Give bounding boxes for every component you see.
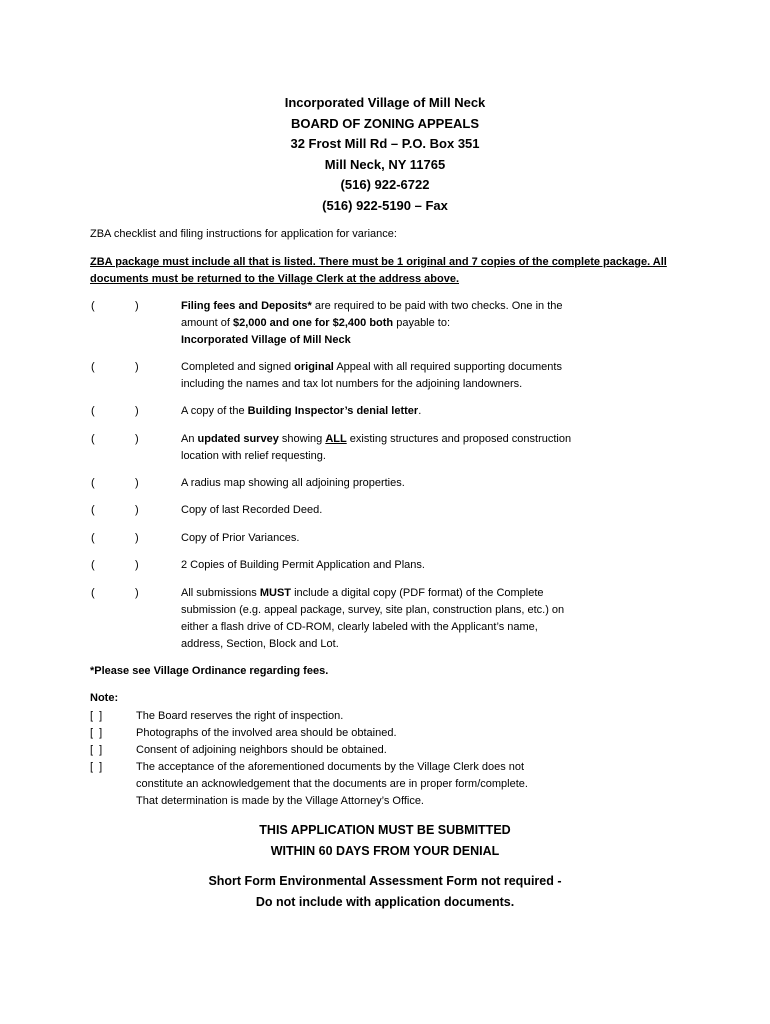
- checklist-text: [181, 298, 601, 349]
- checklist-text: [181, 475, 601, 492]
- package-notice-line-1: ZBA package must include all that is listed. There must be 1 original and 7 copies of the complete package. All: [90, 256, 667, 268]
- digital-text-b: include a digital copy (PDF format) of the Complete: [291, 587, 544, 599]
- phone-number: (516) 922-6722: [340, 177, 430, 193]
- fees-amount-label: amount of: [181, 317, 233, 329]
- checkbox-close[interactable]: ): [135, 532, 139, 544]
- submission-deadline: [0, 820, 770, 862]
- checkbox-open[interactable]: (: [91, 361, 95, 373]
- survey-text-a: An: [181, 433, 198, 445]
- fees-payable: payable to:: [393, 317, 451, 329]
- environmental-line-2: Do not include with application documents.: [255, 895, 515, 909]
- checkbox-close[interactable]: ): [135, 504, 139, 516]
- permit-text: 2 Copies of Building Permit Application and Plans.: [181, 559, 425, 571]
- checkbox-open[interactable]: (: [91, 559, 95, 571]
- survey-updated: updated survey: [197, 433, 279, 445]
- note-text-line-1: The acceptance of the aforementioned documents by the Village Clerk does not: [136, 761, 525, 773]
- note-checkbox[interactable]: [ ]: [90, 727, 103, 739]
- village-name: Incorporated Village of Mill Neck: [284, 95, 486, 110]
- survey-text-c: existing structures and proposed construction: [346, 433, 572, 445]
- checkbox-close[interactable]: ): [135, 300, 139, 312]
- digital-text-a: All submissions: [181, 587, 260, 599]
- fees-text: are required to be paid with two checks. One in the: [311, 300, 563, 312]
- checklist-text: [181, 403, 601, 420]
- note-checkbox[interactable]: [ ]: [90, 744, 103, 756]
- checkbox-close[interactable]: ): [135, 477, 139, 489]
- note-text: The Board reserves the right of inspection.: [136, 710, 344, 722]
- appeal-text-b: Appeal with all required supporting documents: [333, 361, 562, 373]
- appeal-text-line-2: including the names and tax lot numbers for the adjoining landowners.: [181, 378, 523, 390]
- checkbox-close[interactable]: ): [135, 361, 139, 373]
- digital-text-line-4: address, Section, Block and Lot.: [181, 638, 339, 650]
- checklist-text: [181, 359, 601, 393]
- letterhead: [0, 93, 770, 217]
- appeal-text-a: Completed and signed: [181, 361, 295, 373]
- digital-text-line-3: either a flash drive of CD-ROM, clearly labeled with the Applicant’s name,: [181, 621, 538, 633]
- survey-all: ALL: [325, 433, 347, 445]
- environmental-line-1: Short Form Environmental Assessment Form not required -: [208, 874, 562, 888]
- note-text-line-3: That determination is made by the Village Attorney’s Office.: [136, 795, 424, 807]
- deed-text: Copy of last Recorded Deed.: [181, 504, 323, 516]
- note-text: Consent of adjoining neighbors should be obtained.: [136, 744, 387, 756]
- checkbox-open[interactable]: (: [91, 405, 95, 417]
- fees-amounts: $2,000 and one for $2,400 both: [232, 317, 394, 329]
- street-address: 32 Frost Mill Rd – P.O. Box 351: [290, 136, 480, 152]
- checkbox-open[interactable]: (: [91, 504, 95, 516]
- digital-must: MUST: [259, 587, 292, 599]
- checkbox-open[interactable]: (: [91, 477, 95, 489]
- checkbox-close[interactable]: ): [135, 587, 139, 599]
- checklist-text: [181, 502, 601, 519]
- package-notice-line-2: documents must be returned to the Village Clerk at the address above.: [90, 273, 460, 285]
- board-name: BOARD OF ZONING APPEALS: [290, 115, 480, 131]
- checkbox-close[interactable]: ): [135, 433, 139, 445]
- package-notice: [90, 254, 690, 288]
- fax-number: (516) 922-5190 – Fax: [322, 197, 448, 213]
- deadline-line-2: WITHIN 60 DAYS FROM YOUR DENIAL: [270, 844, 500, 858]
- checkbox-open[interactable]: (: [91, 300, 95, 312]
- environmental-notice: [0, 871, 770, 913]
- checklist-text: [181, 557, 601, 574]
- note-text-line-2: constitute an acknowledgement that the documents are in proper form/complete.: [136, 778, 528, 790]
- note-checkbox[interactable]: [ ]: [90, 761, 103, 773]
- denial-text-a: A copy of the: [181, 405, 248, 417]
- intro-text: ZBA checklist and filing instructions for application for variance:: [90, 228, 397, 240]
- note-title: Note:: [90, 692, 119, 704]
- checklist-text: [181, 431, 601, 465]
- radius-text: A radius map showing all adjoining properties.: [181, 477, 405, 489]
- checklist-text: [181, 530, 601, 547]
- variances-text: Copy of Prior Variances.: [181, 532, 300, 544]
- note-checkbox[interactable]: [ ]: [90, 710, 103, 722]
- denial-text-b: .: [418, 405, 422, 417]
- checkbox-open[interactable]: (: [91, 532, 95, 544]
- checkbox-close[interactable]: ): [135, 559, 139, 571]
- checkbox-close[interactable]: ): [135, 405, 139, 417]
- checkbox-open[interactable]: (: [91, 433, 95, 445]
- fees-payee: Incorporated Village of Mill Neck: [181, 334, 351, 346]
- digital-text-line-2: submission (e.g. appeal package, survey, site plan, construction plans, etc.) on: [181, 604, 565, 616]
- fees-title: Filing fees and Deposits*: [181, 300, 312, 312]
- survey-text-b: showing: [278, 433, 326, 445]
- note-text: Photographs of the involved area should be obtained.: [136, 727, 397, 739]
- fees-footnote: *Please see Village Ordinance regarding fees.: [90, 665, 329, 677]
- appeal-original: original: [294, 361, 334, 373]
- city-state-zip: Mill Neck, NY 11765: [324, 156, 446, 172]
- denial-letter: Building Inspector’s denial letter: [247, 405, 419, 417]
- checklist-text: [181, 585, 601, 653]
- survey-text-line-2: location with relief requesting.: [181, 450, 326, 462]
- checkbox-open[interactable]: (: [91, 587, 95, 599]
- deadline-line-1: THIS APPLICATION MUST BE SUBMITTED: [259, 823, 511, 837]
